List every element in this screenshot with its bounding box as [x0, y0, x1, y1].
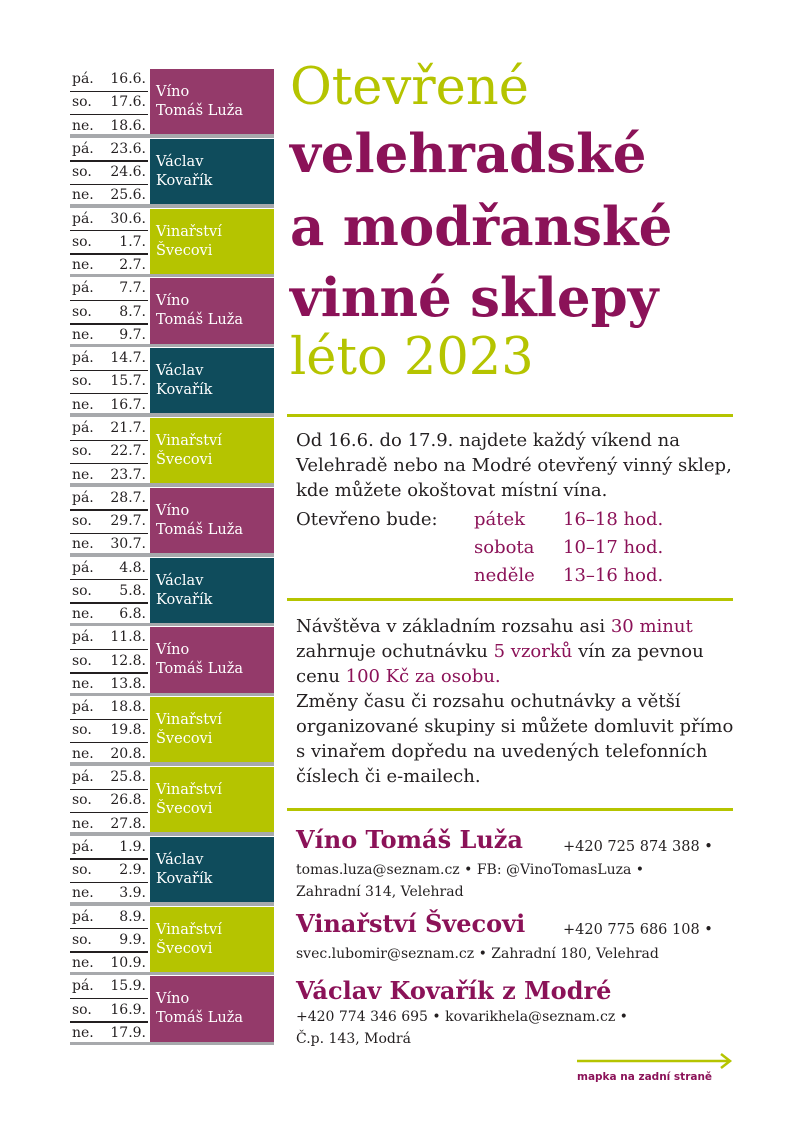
schedule-week — [70, 417, 274, 487]
winemaker-label: Tomáš Luža — [156, 103, 243, 119]
day-date: 8.9. — [119, 908, 146, 925]
winemaker-block-luza — [150, 278, 274, 343]
day-name: ne. — [72, 745, 94, 762]
schedule-day — [70, 766, 148, 789]
winemaker-label: Kovařík — [156, 172, 213, 189]
contact-phone-svec[interactable]: +420 775 686 108 • — [563, 922, 713, 938]
schedule-day — [70, 650, 148, 673]
day-name: so. — [72, 233, 92, 250]
visit-part: zahrnuje ochutnávku — [296, 641, 494, 662]
day-date: 19.8. — [110, 722, 146, 739]
schedule-day — [70, 91, 148, 114]
winemaker-label: Vinařství — [156, 712, 222, 729]
schedule-day — [70, 301, 148, 324]
schedule-rule — [70, 160, 148, 161]
day-name: so. — [72, 652, 92, 669]
winemaker-block-svec — [150, 907, 274, 972]
schedule-rule — [70, 882, 148, 883]
day-name: pá. — [72, 280, 94, 297]
schedule-day — [70, 906, 148, 929]
schedule-week — [70, 696, 274, 766]
schedule-week — [70, 906, 274, 976]
day-date: 10.9. — [110, 955, 146, 972]
day-date: 2.7. — [119, 257, 146, 274]
schedule-rule — [70, 440, 148, 441]
winemaker-label: Kovařík — [156, 382, 213, 399]
visit-note: Změny času či rozsahu ochutnávky a větší organizované skupiny si můžete domluvit přímo s vinařem dopředu na uvedených telefonních číslech či e-mailech. — [296, 691, 734, 787]
day-date: 17.6. — [110, 94, 146, 111]
contact-name-kovarik: Václav Kovařík z Modré — [296, 976, 612, 1005]
day-date: 30.7. — [110, 536, 146, 553]
day-name: pá. — [72, 908, 94, 925]
day-name: pá. — [72, 978, 94, 995]
day-date: 18.8. — [110, 699, 146, 716]
winemaker-label: Víno — [156, 991, 190, 1008]
schedule-rule — [70, 300, 148, 301]
schedule-day — [70, 626, 148, 649]
day-date: 22.7. — [110, 443, 146, 460]
schedule-rule — [70, 533, 148, 534]
divider-top — [287, 414, 733, 417]
visit-price: 100 Kč za osobu. — [345, 666, 501, 687]
hours-day: sobota — [474, 537, 535, 558]
winemaker-label: Vinařství — [156, 921, 222, 938]
day-name: pá. — [72, 140, 94, 157]
schedule-day — [70, 557, 148, 580]
schedule-day — [70, 487, 148, 510]
winemaker-label: Švecovi — [156, 940, 213, 957]
divider-middle — [287, 598, 733, 601]
schedule-rule — [70, 672, 148, 673]
contact-name-luza: Víno Tomáš Luža — [296, 825, 523, 854]
day-date: 9.7. — [119, 326, 146, 343]
day-date: 15.9. — [110, 978, 146, 995]
day-name: pá. — [72, 838, 94, 855]
day-name: ne. — [72, 815, 94, 832]
day-date: 7.7. — [119, 280, 146, 297]
day-date: 25.8. — [110, 768, 146, 785]
schedule-day — [70, 975, 148, 998]
schedule-week — [70, 626, 274, 696]
schedule-day — [70, 580, 148, 603]
winemaker-label: Václav — [156, 572, 204, 589]
schedule-rule — [70, 789, 148, 790]
schedule-rule — [70, 951, 148, 952]
day-name: so. — [72, 792, 92, 809]
title-line-5: léto 2023 — [290, 328, 534, 387]
schedule-day — [70, 440, 148, 463]
contact-email-luza[interactable]: tomas.luza@seznam.cz • FB: @VinoTomasLuza • — [296, 862, 645, 878]
day-date: 16.9. — [110, 1001, 146, 1018]
schedule-week — [70, 487, 274, 557]
schedule-rule — [70, 370, 148, 371]
day-date: 23.7. — [110, 466, 146, 483]
schedule-rule — [70, 812, 148, 813]
title-line-2: velehradské — [290, 123, 647, 185]
schedule-rule — [70, 602, 148, 603]
schedule-rule — [70, 184, 148, 185]
divider-bottom — [287, 808, 733, 811]
winemaker-label: Václav — [156, 851, 204, 868]
visit-part: Návštěva v základním rozsahu asi — [296, 616, 611, 637]
schedule-day — [70, 277, 148, 300]
schedule-rule — [70, 323, 148, 324]
winemaker-block-svec — [150, 418, 274, 483]
day-name: pá. — [72, 71, 94, 87]
day-date: 13.8. — [110, 675, 146, 692]
schedule-day — [70, 859, 148, 882]
day-date: 16.7. — [110, 396, 146, 413]
schedule-rule — [70, 1042, 274, 1046]
schedule-rule — [70, 393, 148, 394]
schedule-rule — [70, 649, 148, 650]
day-name: so. — [72, 94, 92, 111]
schedule-day — [70, 789, 148, 812]
winemaker-label: Kovařík — [156, 591, 213, 608]
day-date: 5.8. — [119, 582, 146, 599]
contact-address-luza: Zahradní 314, Velehrad — [296, 884, 464, 900]
schedule-day — [70, 696, 148, 719]
day-date: 6.8. — [119, 606, 146, 623]
schedule-day — [70, 161, 148, 184]
schedule-week — [70, 975, 274, 1045]
hours-day: neděle — [474, 565, 535, 586]
schedule-day — [70, 347, 148, 370]
winemaker-label: Tomáš Luža — [156, 1010, 243, 1027]
day-name: pá. — [72, 489, 94, 506]
visit-text — [296, 614, 736, 789]
visit-part: vín za pevnou cenu — [296, 641, 704, 687]
day-name: so. — [72, 1001, 92, 1018]
contact-name-svec: Vinařství Švecovi — [296, 909, 526, 938]
schedule-week — [70, 836, 274, 906]
schedule-week — [70, 347, 274, 417]
day-date: 20.8. — [110, 745, 146, 762]
intro-text: Od 16.6. do 17.9. najdete každý víkend na Velehradě nebo na Modré otevřený vinný sklep, kde můžete okoštovat místní vína. — [296, 430, 732, 501]
winemaker-label: Víno — [156, 84, 190, 100]
schedule-day — [70, 510, 148, 533]
winemaker-label: Kovařík — [156, 870, 213, 887]
day-date: 14.7. — [110, 350, 146, 367]
hours-day: pátek — [474, 509, 526, 530]
day-date: 1.7. — [119, 233, 146, 250]
winemaker-block-kovarik — [150, 348, 274, 413]
title-line-4: vinné sklepy — [290, 267, 659, 329]
day-name: ne. — [72, 606, 94, 623]
schedule-rule — [70, 928, 148, 929]
day-date: 3.9. — [119, 885, 146, 902]
winemaker-block-luza — [150, 488, 274, 553]
winemaker-label: Vinařství — [156, 223, 222, 240]
hours-label: Otevřeno bude: — [296, 509, 438, 530]
schedule-day — [70, 417, 148, 440]
day-name: pá. — [72, 629, 94, 646]
day-date: 17.9. — [110, 1024, 146, 1041]
winemaker-block-luza — [150, 69, 274, 134]
schedule-day — [70, 719, 148, 742]
schedule-rule — [70, 91, 148, 92]
winemaker-label: Václav — [156, 153, 204, 170]
schedule-rule — [70, 579, 148, 580]
title-line-1: Otevřené — [290, 58, 529, 117]
hours-time: 10–17 hod. — [563, 537, 664, 558]
schedule-rule — [70, 253, 148, 254]
winemaker-label: Tomáš Luža — [156, 521, 243, 538]
winemaker-block-kovarik — [150, 837, 274, 902]
day-date: 16.6. — [110, 71, 146, 87]
day-name: so. — [72, 513, 92, 530]
day-date: 18.6. — [110, 117, 146, 134]
weekend-schedule — [70, 68, 274, 1045]
day-date: 30.6. — [110, 210, 146, 227]
day-date: 2.9. — [119, 862, 146, 879]
winemaker-label: Tomáš Luža — [156, 661, 243, 678]
winemaker-label: Švecovi — [156, 800, 213, 817]
winemaker-block-luza — [150, 976, 274, 1041]
day-name: so. — [72, 443, 92, 460]
schedule-day — [70, 231, 148, 254]
schedule-week — [70, 557, 274, 627]
schedule-day — [70, 836, 148, 859]
day-name: pá. — [72, 699, 94, 716]
contact-address-kovarik: Č.p. 143, Modrá — [296, 1031, 411, 1047]
hours-time: 16–18 hod. — [563, 509, 664, 530]
day-date: 15.7. — [110, 373, 146, 390]
map-note: mapka na zadní straně — [577, 1071, 713, 1083]
day-name: ne. — [72, 326, 94, 343]
title-line-3: a modřanské — [290, 196, 673, 258]
winemaker-label: Víno — [156, 642, 190, 659]
winemaker-block-svec — [150, 767, 274, 832]
day-date: 21.7. — [110, 419, 146, 436]
winemaker-label: Václav — [156, 363, 204, 380]
schedule-day — [70, 929, 148, 952]
schedule-week — [70, 138, 274, 208]
schedule-rule — [70, 230, 148, 231]
day-date: 28.7. — [110, 489, 146, 506]
day-name: so. — [72, 862, 92, 879]
day-name: ne. — [72, 396, 94, 413]
visit-samples: 5 vzorků — [493, 641, 573, 662]
schedule-day — [70, 68, 148, 91]
winemaker-block-luza — [150, 627, 274, 692]
day-date: 11.8. — [110, 629, 146, 646]
schedule-week — [70, 208, 274, 278]
day-name: ne. — [72, 675, 94, 692]
winemaker-block-kovarik — [150, 139, 274, 204]
schedule-day — [70, 999, 148, 1022]
day-date: 12.8. — [110, 652, 146, 669]
schedule-day — [70, 138, 148, 161]
winemaker-label: Vinařství — [156, 781, 222, 798]
day-date: 26.8. — [110, 792, 146, 809]
day-date: 29.7. — [110, 513, 146, 530]
schedule-week — [70, 68, 274, 138]
day-name: so. — [72, 373, 92, 390]
hours-time: 13–16 hod. — [563, 565, 664, 586]
schedule-rule — [70, 719, 148, 720]
winemaker-label: Víno — [156, 502, 190, 519]
day-name: so. — [72, 164, 92, 181]
winemaker-label: Víno — [156, 293, 190, 310]
schedule-rule — [70, 742, 148, 743]
day-name: pá. — [72, 210, 94, 227]
day-name: ne. — [72, 257, 94, 274]
day-date: 1.9. — [119, 838, 146, 855]
winemaker-block-svec — [150, 697, 274, 762]
day-name: ne. — [72, 466, 94, 483]
schedule-rule — [70, 1021, 148, 1022]
day-name: pá. — [72, 350, 94, 367]
day-name: pá. — [72, 768, 94, 785]
winemaker-block-svec — [150, 209, 274, 274]
day-name: pá. — [72, 559, 94, 576]
day-name: so. — [72, 722, 92, 739]
winemaker-label: Švecovi — [156, 242, 213, 259]
day-name: so. — [72, 931, 92, 948]
contact-phone-email-kovarik[interactable]: +420 774 346 695 • kovarikhela@seznam.cz • — [296, 1009, 628, 1025]
day-date: 24.6. — [110, 164, 146, 181]
day-date: 23.6. — [110, 140, 146, 157]
day-date: 9.9. — [119, 931, 146, 948]
day-name: ne. — [72, 885, 94, 902]
schedule-rule — [70, 998, 148, 999]
day-name: ne. — [72, 187, 94, 204]
schedule-rule — [70, 114, 148, 115]
schedule-rule — [70, 509, 148, 510]
schedule-week — [70, 766, 274, 836]
day-name: ne. — [72, 955, 94, 972]
arrow-right-icon — [577, 1053, 737, 1069]
day-name: so. — [72, 582, 92, 599]
winemaker-label: Švecovi — [156, 731, 213, 748]
contact-email-svec[interactable]: svec.lubomir@seznam.cz • Zahradní 180, Velehrad — [296, 946, 659, 962]
day-date: 8.7. — [119, 303, 146, 320]
day-name: so. — [72, 303, 92, 320]
winemaker-label: Vinařství — [156, 432, 222, 449]
schedule-day — [70, 370, 148, 393]
winemaker-label: Švecovi — [156, 451, 213, 468]
winemaker-block-kovarik — [150, 558, 274, 623]
schedule-rule — [70, 858, 148, 859]
day-name: ne. — [72, 1024, 94, 1041]
visit-duration: 30 minut — [610, 616, 693, 637]
day-date: 25.6. — [110, 187, 146, 204]
day-name: ne. — [72, 536, 94, 553]
day-date: 4.8. — [119, 559, 146, 576]
schedule-rule — [70, 463, 148, 464]
day-name: pá. — [72, 419, 94, 436]
contact-phone-luza[interactable]: +420 725 874 388 • — [563, 839, 713, 855]
schedule-week — [70, 277, 274, 347]
day-name: ne. — [72, 117, 94, 134]
day-date: 27.8. — [110, 815, 146, 832]
winemaker-label: Tomáš Luža — [156, 312, 243, 329]
schedule-day — [70, 208, 148, 231]
